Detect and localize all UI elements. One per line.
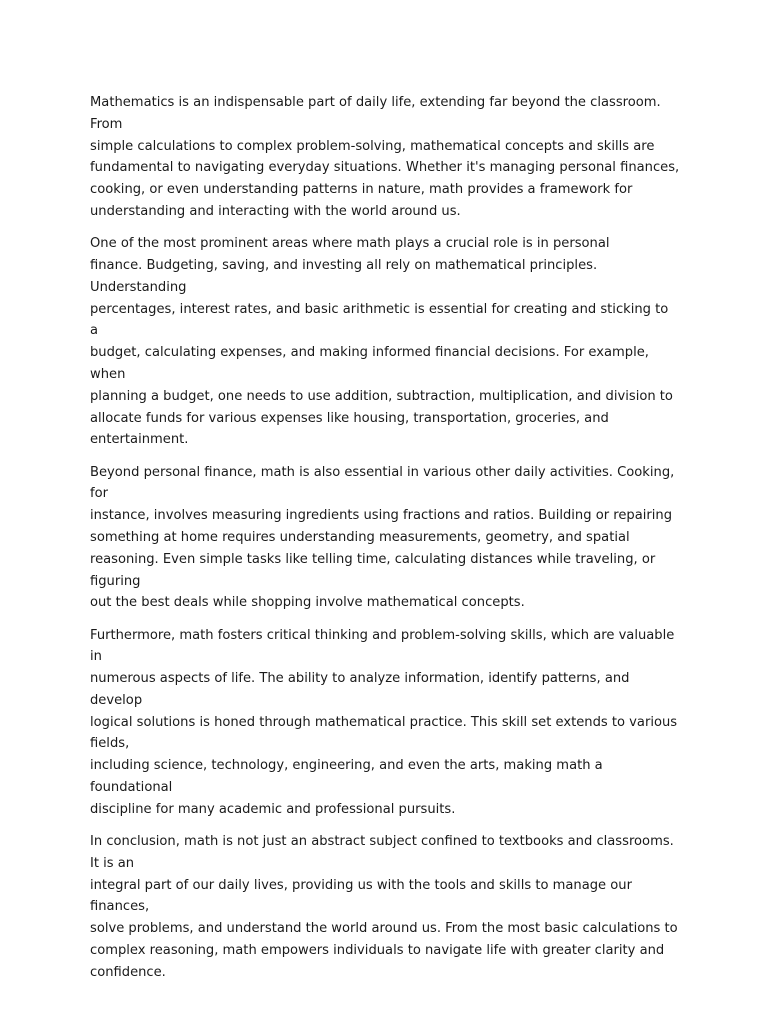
line: allocate funds for various expenses like housing, transportation, groceries, and entertainment. bbox=[90, 410, 609, 448]
line: One of the most prominent areas where math plays a crucial role is in personal bbox=[90, 236, 610, 252]
line: understanding and interacting with the world around us. bbox=[90, 203, 461, 219]
line: reasoning. Even simple tasks like telling time, calculating distances while traveling, or figuring bbox=[90, 551, 656, 589]
line: simple calculations to complex problem-solving, mathematical concepts and skills are bbox=[90, 138, 655, 154]
line: discipline for many academic and professional pursuits. bbox=[90, 801, 456, 817]
document-body bbox=[90, 92, 680, 994]
line: Beyond personal finance, math is also essential in various other daily activities. Cooking, for bbox=[90, 464, 675, 502]
paragraph-1 bbox=[90, 92, 680, 223]
line: including science, technology, engineering, and even the arts, making math a foundational bbox=[90, 758, 603, 796]
line: Furthermore, math fosters critical thinking and problem-solving skills, which are valuable in bbox=[90, 627, 675, 665]
line: Mathematics is an indispensable part of daily life, extending far beyond the classroom. From bbox=[90, 95, 661, 132]
line: integral part of our daily lives, providing us with the tools and skills to manage our finances, bbox=[90, 877, 632, 915]
line: In conclusion, math is not just an abstract subject confined to textbooks and classrooms. It is an bbox=[90, 834, 674, 871]
line: planning a budget, one needs to use addition, subtraction, multiplication, and division to bbox=[90, 388, 673, 404]
line: numerous aspects of life. The ability to analyze information, identify patterns, and develop bbox=[90, 671, 630, 708]
paragraph-3 bbox=[90, 462, 680, 615]
line: confidence. bbox=[90, 964, 166, 980]
line: out the best deals while shopping involve mathematical concepts. bbox=[90, 595, 525, 611]
paragraph-4 bbox=[90, 625, 680, 821]
line: percentages, interest rates, and basic arithmetic is essential for creating and sticking to a bbox=[90, 301, 669, 339]
line: complex reasoning, math empowers individuals to navigate life with greater clarity and bbox=[90, 943, 665, 959]
paragraph-2 bbox=[90, 233, 680, 451]
line: instance, involves measuring ingredients using fractions and ratios. Building or repairing bbox=[90, 508, 673, 524]
line: logical solutions is honed through mathematical practice. This skill set extends to various fields, bbox=[90, 714, 678, 752]
line: budget, calculating expenses, and making informed financial decisions. For example, when bbox=[90, 345, 649, 382]
line: finance. Budgeting, saving, and investing all rely on mathematical principles. Understanding bbox=[90, 257, 598, 295]
line: fundamental to navigating everyday situations. Whether it's managing personal finances, bbox=[90, 160, 680, 176]
paragraph-5 bbox=[90, 831, 680, 984]
line: solve problems, and understand the world around us. From the most basic calculations to bbox=[90, 921, 678, 937]
line: cooking, or even understanding patterns in nature, math provides a framework for bbox=[90, 182, 633, 198]
line: something at home requires understanding measurements, geometry, and spatial bbox=[90, 529, 630, 545]
